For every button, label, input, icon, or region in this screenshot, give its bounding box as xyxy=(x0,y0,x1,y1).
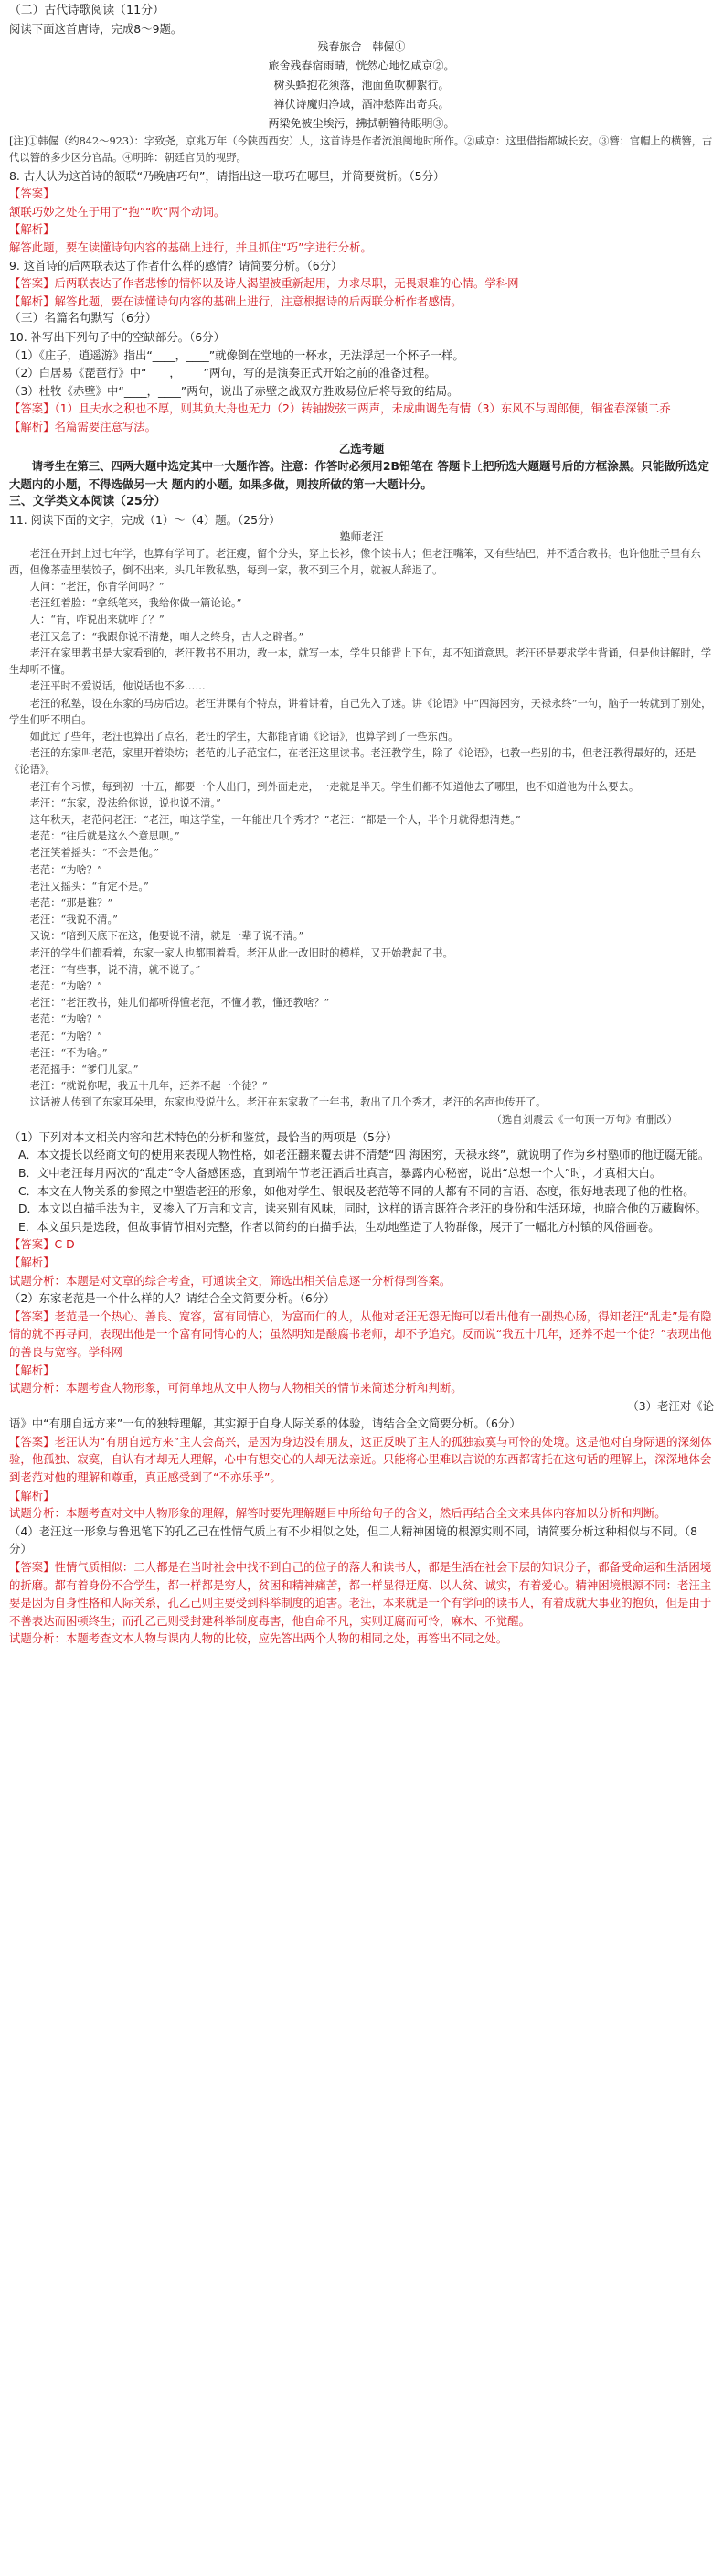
poem-note: [注]①韩偓（约842～923）：字致尧，京兆万年（今陕西西安）人，这首诗是作者流浪闽地时所作。②咸京：这里借指都城长安。③簪：官帽上的横簪，古代以簪的多少区分官品。④明眸：朝廷官员的视野。 xyxy=(9,135,713,165)
analysis-sub2: 试题分析：本题考查人物形象，可简单地从文中人物与人物相关的情节来简述分析和判断。 xyxy=(9,1381,463,1395)
passage-paragraph: 老汪平时不爱说话，他说话也不多…… xyxy=(29,680,206,693)
question-9: 9. 这首诗的后两联表达了作者什么样的感情？请简要分析。（6分） xyxy=(9,258,343,273)
subquestion-1: （1）下列对本文相关内容和艺术特色的分析和鉴赏，最恰当的两项是（5分） xyxy=(9,1129,398,1144)
passage-paragraph: 老汪又摇头：“肯定不是。” xyxy=(29,880,149,893)
dictation-item: （1）《庄子，逍遥游》指出“____，____”就像倒在堂地的一杯水，无法浮起一个杯子一样。 xyxy=(9,347,464,362)
optional-section-title: 乙选考题 xyxy=(338,441,385,455)
passage-paragraph: 老汪又急了：“我跟你说不清楚，咱人之终身，古人之辟者。” xyxy=(29,630,304,643)
poem-body xyxy=(9,57,714,134)
passage-paragraph: 老汪：“就说你呢，我五十几年，还养不起一个徒？” xyxy=(29,1080,268,1093)
subquestion-4: （4）老汪这一形象与鲁迅笔下的孔乙己在性情气质上有不少相似之处，但二人精神困境的根源实则不同，请简要分析这种相似与不同。（8分） xyxy=(9,1523,698,1556)
analysis-tag: 【解析】 xyxy=(9,1363,55,1377)
option-c: C．本文在人物关系的参照之中塑造老汪的形象，如他对学生、银氓及老范等不同的人都有不同的言语、态度，很好地表现了他的性格。 xyxy=(18,1183,695,1198)
answer-sub3: 【答案】老汪认为“有朋自远方来”主人会高兴，是因为身边没有朋友，这正反映了主人的孤独寂寞与可怜的处境。这是他对自身际遇的深刻体验，他孤独、寂寞，自认有才却无人理解，心中有想交心的人却无法亲近。只能将心里难以言说的东西都寄托在这句话的理解上，深深地体会到老范对他的理解和尊重，真正感受到了“不亦乐乎”。 xyxy=(9,1434,712,1485)
section-title-dictation: （三）名篇名句默写（6分） xyxy=(9,312,157,326)
analysis-8: 解答此题，要在读懂诗句内容的基础上进行，并且抓住“巧”字进行分析。 xyxy=(9,240,372,254)
passage-paragraph: 老汪在家里教书是大家看到的，老汪教书不用功，教一本，就写一本，学生只能背上下句，却不知道意思。老汪还是要求学生背诵，但是他讲解时，学生却听不懂。 xyxy=(9,647,712,677)
poem-title: 残春旅舍 韩偓① xyxy=(317,40,406,54)
dictation-item: （3）杜牧《赤壁》中“____，____”两句，说出了赤壁之战双方胜败易位后将导致的结局。 xyxy=(9,383,459,398)
optional-instructions: 请考生在第三、四两大题中选定其中一大题作答。注意：作答时必须用2B铅笔在 答题卡上把所选大题题号后的方框涂黑。只能做所选定大题内的小题，不得选做另一大 题内的小题。如果多做，则按所做的第一大题计分。 xyxy=(9,459,709,491)
passage-paragraph: 老汪的学生们都看着，东家一家人也都围着看。老汪从此一改旧时的模样，又开始教起了书。 xyxy=(29,946,453,959)
answer-sub1: 【答案】C D xyxy=(9,1237,75,1252)
passage-paragraph: 老范：“为啥？” xyxy=(29,979,102,992)
analysis-tag: 【解析】 xyxy=(9,1255,55,1269)
analysis-tag: 【解析】 xyxy=(9,222,55,237)
passage-paragraph: 老汪：“不为啥。” xyxy=(29,1046,108,1059)
passage-paragraph: 老汪：“有些事，说不清，就不说了。” xyxy=(29,963,201,976)
answer-10: 【答案】（1）且夫水之积也不厚，则其负大舟也无力（2）转轴拨弦三两声，未成曲调先有情（3）东风不与周郎便，铜雀春深锁二乔 xyxy=(9,401,671,416)
passage-paragraph: 这年秋天，老范问老汪：“老汪，咱这学堂，一年能出几个秀才？”老汪：“都是一个人，半个月就得想清楚。” xyxy=(29,813,521,826)
question-10: 10. 补写出下列句子中的空缺部分。（6分） xyxy=(9,329,225,344)
subquestion-2: （2）东家老范是一个什么样的人？请结合全文简要分析。（6分） xyxy=(9,1291,335,1306)
poem-line: 旅舍残春宿雨晴，恍然心地忆咸京②。 xyxy=(268,59,455,73)
answer-sub2: 【答案】老范是一个热心、善良、宽容，富有同情心，为富而仁的人，从他对老汪无怨无悔可以看出他有一副热心肠，得知老汪“乱走”是有隐情的就不再寻问，表现出他是一个富有同情心的人；虽然明知是酸腐书老师，却不予追究。反而说“我五十几年，还养不起一个徒？”表现出他的善良与宽容。学科网 xyxy=(9,1309,712,1359)
option-a: A．本文提长以经商文句的使用来表现人物性格，如老汪翻来覆去讲不清楚“四 海困穷，天禄永终”，就说明了作为乡村塾师的他迂腐无能。 xyxy=(18,1148,710,1162)
passage-paragraph: 这话被人传到了东家耳朵里，东家也没说什么。老汪在东家教了十年书，教出了几个秀才，老汪的名声也传开了。 xyxy=(29,1096,547,1109)
passage-paragraph: 又说：“暗到天底下在这，他要说不清，就是一辈子说不清。” xyxy=(29,930,304,943)
poem-line: 两梁免被尘埃污，拂拭朝簪待眼明③。 xyxy=(268,117,455,131)
analysis-9: 【解析】解答此题，要在读懂诗句内容的基础上进行，注意根据诗的后两联分析作者感情。 xyxy=(9,294,463,308)
analysis-tag: 【解析】 xyxy=(9,1488,55,1502)
analysis-sub1: 试题分析：本题是对文章的综合考查，可通读全文，筛选出相关信息逐一分析得到答案。 xyxy=(9,1273,452,1288)
passage-paragraph: 如此过了些年，老汪也算出了点名，老汪的学生，大都能背诵《论语》，也算学到了一些东西。 xyxy=(29,730,459,743)
analysis-sub3: 试题分析：本题考查对文中人物形象的理解，解答时要先理解题目中所给句子的含义，然后再结合全文来具体内容加以分析和判断。 xyxy=(9,1506,666,1521)
poem-line: 禅伏诗魔归净域，酒冲愁阵出奇兵。 xyxy=(273,98,450,112)
passage-paragraph: 老范：“往后就是这么个意思呗。” xyxy=(29,830,180,843)
passage-paragraph: 老汪的东家叫老范，家里开着染坊；老范的儿子范宝仁，在老汪这里读书。老汪教学生，除了《论语》，也教一些别的书，但老汪教得最好的，还是《论语》。 xyxy=(9,747,696,776)
option-b: B．文中老汪每月两次的“乱走”令人备感困惑，直到端午节老汪酒后吐真言，暴露内心秘密，说出“总想一个人”时，才真相大白。 xyxy=(18,1165,662,1180)
section-title-poetry: （二）古代诗歌阅读（11分） xyxy=(9,4,165,17)
answer-9: 【答案】后两联表达了作者悲惨的情怀以及诗人渴望被重新起用，力求尽职，无畏艰难的心情。学科网 xyxy=(9,276,519,291)
passage-body xyxy=(9,546,714,1112)
passage-paragraph: 老范：“为啥？” xyxy=(29,863,102,876)
passage-paragraph: 老汪的私塾，设在东家的马房后边。老汪讲课有个特点，讲着讲着，自己先入了迷。讲《论语》中“四海困穷，天禄永终”一句，脑子一转就到了别处，学生们听不明白。 xyxy=(9,697,712,726)
subquestion-3: 语》中“有朋自远方来”一句的独特理解，其实源于自身人际关系的体验，请结合全文简要分析。（6分） xyxy=(9,1416,521,1431)
subquestion-3-lead: （3）老汪对《论 xyxy=(627,1398,714,1413)
passage-paragraph: 人问：“老汪，你肯学问吗？” xyxy=(29,581,165,593)
passage-paragraph: 老汪红着脸：“拿纸笔来，我给你做一篇论论。” xyxy=(29,597,242,610)
passage-paragraph: 老汪在开封上过七年学，也算有学问了。老汪瘦，留个分头，穿上长衫，像个读书人；但老汪嘴笨，又有些结巴，并不适合教书。也许他肚子里有东西，但像茶壶里装饺子，倒不出来。头几年教私塾，每到一家，教不到三个月，就被人辞退了。 xyxy=(9,547,701,576)
passage-paragraph: 老汪：“老汪教书，娃儿们都听得懂老范，不懂才教，懂还教啥？” xyxy=(29,997,330,1010)
passage-paragraph: 老范：“那是谁？” xyxy=(29,896,113,909)
option-d: D．本文以白描手法为主，叉掺入了万言和文言，读来别有风味，同时，这样的语言既符合老汪的身份和生活环境，也暗合他的万藏胸怀。 xyxy=(18,1202,707,1216)
passage-paragraph: 老范：“为啥？” xyxy=(29,1030,102,1042)
section-title-literature: 三、文学类文本阅读（25分） xyxy=(9,495,166,509)
answer-tag: 【答案】 xyxy=(9,187,55,201)
passage-source: （选自刘震云《一句顶一万句》有删改） xyxy=(491,1113,677,1126)
passage-title: 塾师老汪 xyxy=(339,530,384,544)
dictation-item: （2）白居易《琵琶行》中“____，____”两句，写的是演奏正式开始之前的准备过程。 xyxy=(9,366,436,380)
passage-paragraph: 老范：“为啥？” xyxy=(29,1013,102,1026)
poem-line: 树头蜂抱花须落，池面鱼吹柳絮行。 xyxy=(273,79,450,92)
analysis-sub4: 试题分析：本题考查文本人物与课内人物的比较，应先答出两个人物的相同之处，再答出不同之处。 xyxy=(9,1631,508,1646)
poetry-intro: 阅读下面这首唐诗，完成8～9题。 xyxy=(9,21,183,36)
option-e: E．本文虽只是选段，但故事情节相对完整，作者以简约的白描手法，生动地塑造了人物群像，展开了一幅北方村镇的风俗画卷。 xyxy=(18,1219,660,1234)
passage-paragraph: 老汪有个习惯，每到初一十五，都要一个人出门，到外面走走，一走就是半天。学生们都不知道他去了哪里，也不知道他为什么要去。 xyxy=(29,780,640,793)
passage-paragraph: 老范摇手：“爹们儿家。” xyxy=(29,1063,139,1075)
passage-paragraph: 老汪：“东家，没法给你说，说也说不清。” xyxy=(29,796,221,809)
question-11: 11. 阅读下面的文字，完成（1）～（4）题。（25分） xyxy=(9,512,281,527)
question-8: 8. 古人认为这首诗的颔联“乃晚唐巧句”，请指出这一联巧在哪里，并简要赏析。（5分） xyxy=(9,168,445,183)
analysis-10: 【解析】名篇需要注意写法。 xyxy=(9,419,157,433)
passage-paragraph: 老汪：“我说不清。” xyxy=(29,914,118,926)
answer-sub4: 【答案】性情气质相似：二人都是在当时社会中找不到自己的位子的落人和读书人，都是生活在社会下层的知识分子，都备受命运和生活困境的折磨。都有着身份不合学生，都一样都是穷人，贫困和精神痛苦，都一样显得迂腐、以人贫、诚实，有着爱心。精神困境根源不同：老汪主要是因为自身性格和人际关系，孔乙己则主要受到科举制度的迫害。老汪，本来就是一个有学问的读书人，有着成就大事业的抱负，但是由于不善表达而困顿终生；而孔乙己则受封建科举制度毒害，他自命不凡，实则迂腐而可怜，麻木、不觉醒。 xyxy=(9,1560,712,1628)
answer-8: 颔联巧妙之处在于用了“抱”“吹”两个动词。 xyxy=(9,204,226,219)
passage-paragraph: 老汪笑着摇头：“不会是他。” xyxy=(29,847,160,860)
passage-paragraph: 人：“肯，咋说出来就咋了？” xyxy=(29,614,165,626)
